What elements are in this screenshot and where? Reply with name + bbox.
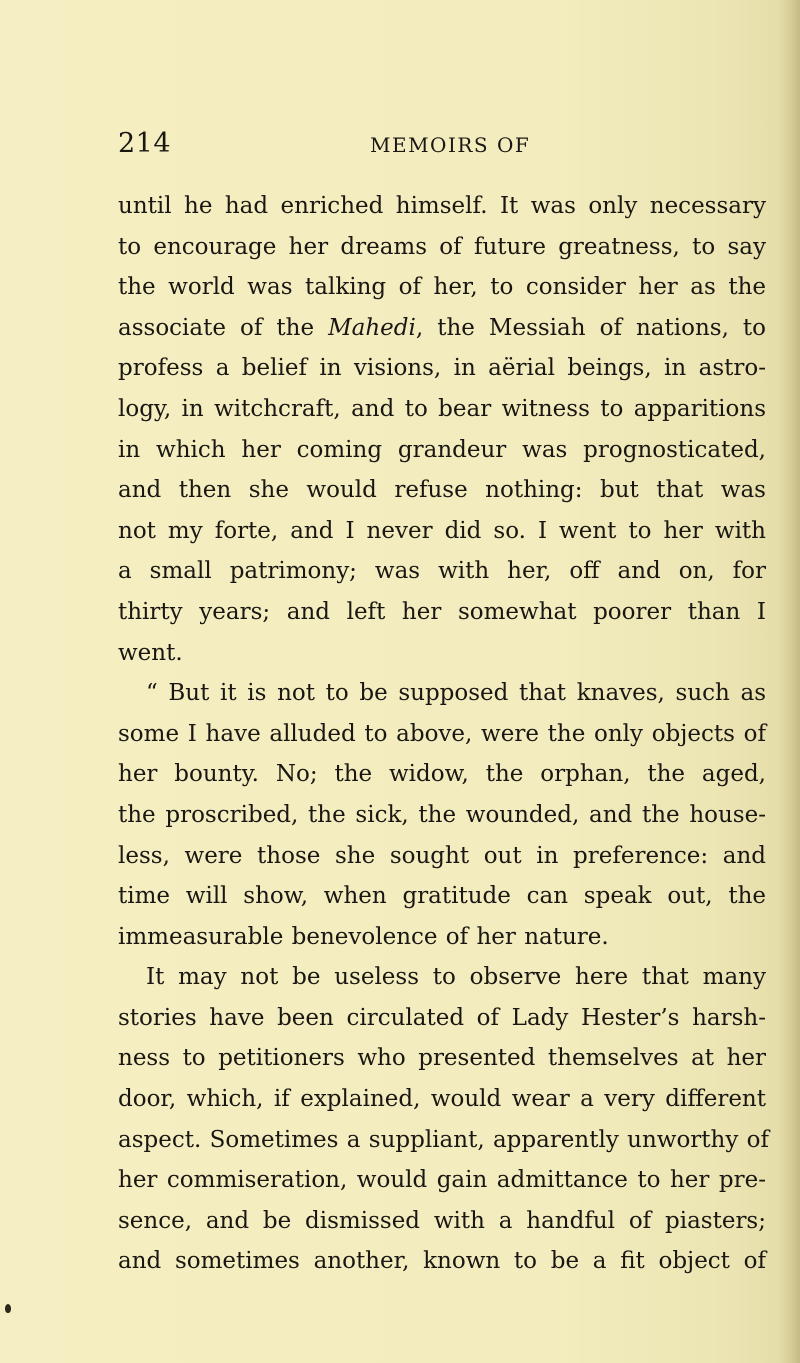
- text-segment: door, which, if explained, would wear a very different: [118, 1086, 766, 1113]
- text-line: [118, 186, 766, 227]
- text-line: [118, 1201, 766, 1242]
- text-line: [118, 673, 766, 714]
- page-header: [0, 128, 800, 168]
- text-line: [118, 1079, 766, 1120]
- text-line: [118, 470, 766, 511]
- page-number: 214: [118, 128, 172, 159]
- text-line: [118, 267, 766, 308]
- text-segment: not my forte, and I never did so. I went to her with: [118, 517, 766, 544]
- text-segment: and then she would refuse nothing: but that was: [118, 477, 766, 504]
- text-segment: her commiseration, would gain admittance to her pre-: [118, 1167, 766, 1194]
- text-line: [118, 754, 766, 795]
- text-segment: less, were those she sought out in preference: and: [118, 842, 766, 869]
- text-line: [118, 592, 766, 633]
- text-segment: the proscribed, the sick, the wounded, and the house-: [118, 801, 766, 828]
- text-segment: the world was talking of her, to consider her as the: [118, 274, 766, 301]
- text-line: [118, 1241, 766, 1282]
- running-head: MEMOIRS OF: [370, 133, 531, 157]
- text-segment: ness to petitioners who presented themselves at her: [118, 1045, 766, 1072]
- italic-text: Mahedi: [328, 314, 416, 341]
- text-segment: her bounty. No; the widow, the orphan, the aged,: [118, 761, 766, 788]
- text-line: [118, 917, 766, 958]
- text-segment: to encourage her dreams of future greatness, to say: [118, 233, 766, 260]
- text-segment: a small patrimony; was with her, off and on, for: [118, 558, 766, 585]
- text-segment: went.: [118, 639, 183, 666]
- text-line: [118, 957, 766, 998]
- text-line: [118, 1160, 766, 1201]
- text-segment: , the Messiah of nations, to: [415, 314, 766, 341]
- text-line: [118, 1120, 770, 1161]
- text-segment: thirty years; and left her somewhat poorer than I: [118, 598, 766, 625]
- text-segment: associate of the: [118, 314, 329, 341]
- text-segment: stories have been circulated of Lady Hester’s harsh-: [118, 1004, 766, 1031]
- text-segment: It may not be useless to observe here that many: [146, 964, 766, 991]
- text-segment: profess a belief in visions, in aërial beings, in astro-: [118, 355, 766, 382]
- text-segment: “ But it is not to be supposed that knaves, such as: [146, 680, 766, 707]
- text-line: [118, 998, 766, 1039]
- text-line: [118, 795, 766, 836]
- text-segment: immeasurable benevolence of her nature.: [118, 923, 609, 950]
- text-line: [118, 836, 766, 877]
- margin-mark: [5, 1304, 11, 1313]
- text-segment: until he had enriched himself. It was only necessary: [118, 193, 766, 219]
- text-segment: in which her coming grandeur was prognosticated,: [118, 436, 766, 463]
- text-line: [118, 551, 766, 592]
- text-segment: logy, in witchcraft, and to bear witness to apparitions: [118, 395, 766, 422]
- text-segment: some I have alluded to above, were the only objects of: [118, 720, 766, 747]
- text-line: [118, 348, 766, 389]
- text-line: [118, 876, 766, 917]
- text-line: [118, 714, 766, 755]
- text-line: [118, 1038, 766, 1079]
- text-line: [118, 430, 766, 471]
- text-segment: time will show, when gratitude can speak out, the: [118, 883, 766, 910]
- text-segment: and sometimes another, known to be a fit object of: [118, 1248, 766, 1275]
- text-line: [118, 227, 766, 268]
- text-segment: aspect. Sometimes a suppliant, apparently unworthy of: [118, 1126, 770, 1153]
- text-segment: sence, and be dismissed with a handful of piasters;: [118, 1207, 766, 1234]
- text-line: [118, 389, 766, 430]
- text-line: [118, 633, 766, 674]
- body-text: [118, 186, 770, 1282]
- text-line: [118, 308, 766, 349]
- page-edge-shadow: [778, 0, 800, 1363]
- text-line: [118, 511, 766, 552]
